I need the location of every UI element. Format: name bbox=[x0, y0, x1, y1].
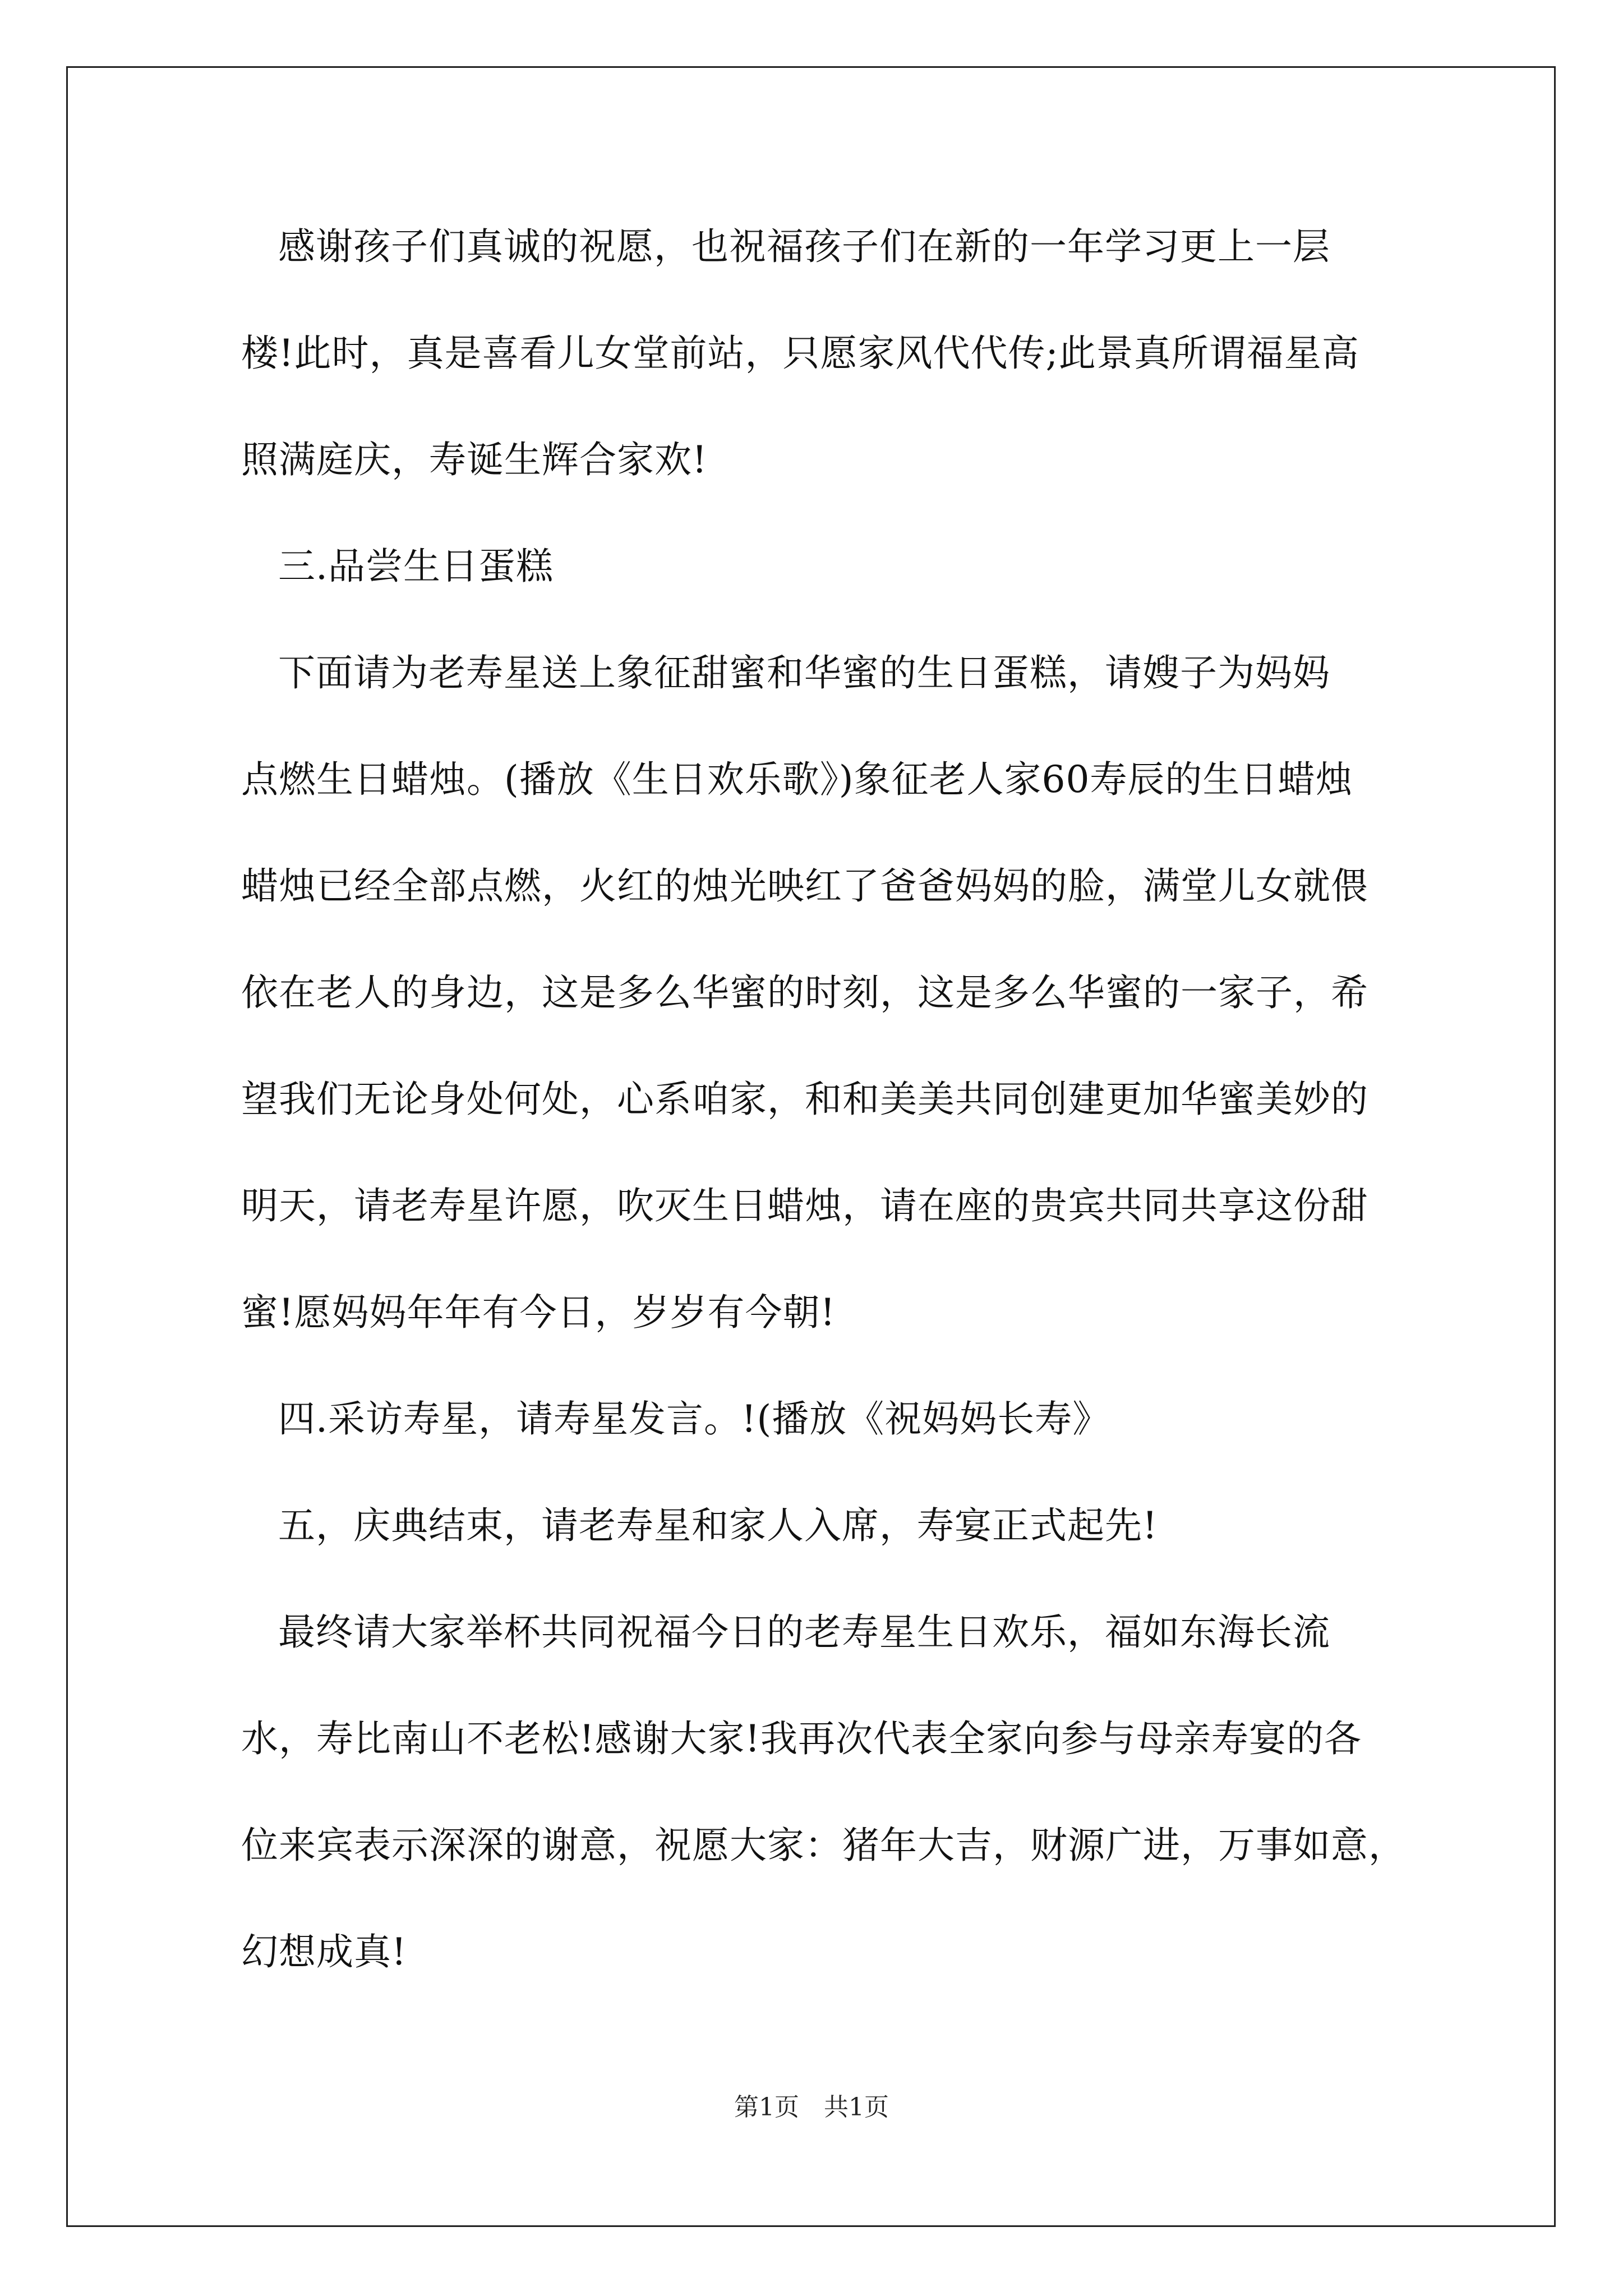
paragraph-line: 点燃生日蜡烛。(播放《生日欢乐歌》)象征老人家60寿辰的生日蜡烛 bbox=[241, 758, 1353, 801]
paragraph-line: 水，寿比南山不老松!感谢大家!我再次代表全家向参与母亲寿宴的各 bbox=[241, 1717, 1362, 1760]
paragraph-line: 蜜!愿妈妈年年有今日，岁岁有今朝! bbox=[241, 1291, 836, 1334]
section-heading: 五，庆典结束，请老寿星和家人入席，寿宴正式起先! bbox=[278, 1504, 1158, 1547]
paragraph-line: 感谢孩子们真诚的祝愿，也祝福孩子们在新的一年学习更上一层 bbox=[278, 225, 1330, 268]
paragraph-line: 位来宾表示深深的谢意，祝愿大家：猪年大吉，财源广进，万事如意， bbox=[241, 1824, 1406, 1867]
section-heading: 三.品尝生日蛋糕 bbox=[278, 545, 554, 588]
paragraph-line: 照满庭庆，寿诞生辉合家欢! bbox=[241, 438, 708, 481]
paragraph-line: 最终请大家举杯共同祝福今日的老寿星生日欢乐，福如东海长流 bbox=[278, 1611, 1330, 1654]
paragraph-line: 楼!此时，真是喜看儿女堂前站，只愿家风代代传;此景真所谓福星高 bbox=[241, 332, 1359, 375]
paragraph-line: 蜡烛已经全部点燃，火红的烛光映红了爸爸妈妈的脸，满堂儿女就偎 bbox=[241, 864, 1368, 908]
paragraph-line: 幻想成真! bbox=[241, 1930, 407, 1973]
section-heading: 四.采访寿星，请寿星发言。!(播放《祝妈妈长寿》 bbox=[278, 1397, 1110, 1441]
paragraph-line: 明天，请老寿星许愿，吹灭生日蜡烛，请在座的贵宾共同共享这份甜 bbox=[241, 1184, 1368, 1227]
page-total: 共1页 bbox=[824, 2093, 889, 2122]
document-body bbox=[241, 222, 1424, 2033]
paragraph-line: 下面请为老寿星送上象征甜蜜和华蜜的生日蛋糕，请嫂子为妈妈 bbox=[278, 651, 1330, 694]
page-footer bbox=[0, 2087, 1623, 2123]
paragraph-line: 依在老人的身边，这是多么华蜜的时刻，这是多么华蜜的一家子，希 bbox=[241, 971, 1368, 1014]
paragraph-line: 望我们无论身处何处，心系咱家，和和美美共同创建更加华蜜美妙的 bbox=[241, 1078, 1368, 1121]
page-number: 第1页 bbox=[734, 2093, 799, 2122]
